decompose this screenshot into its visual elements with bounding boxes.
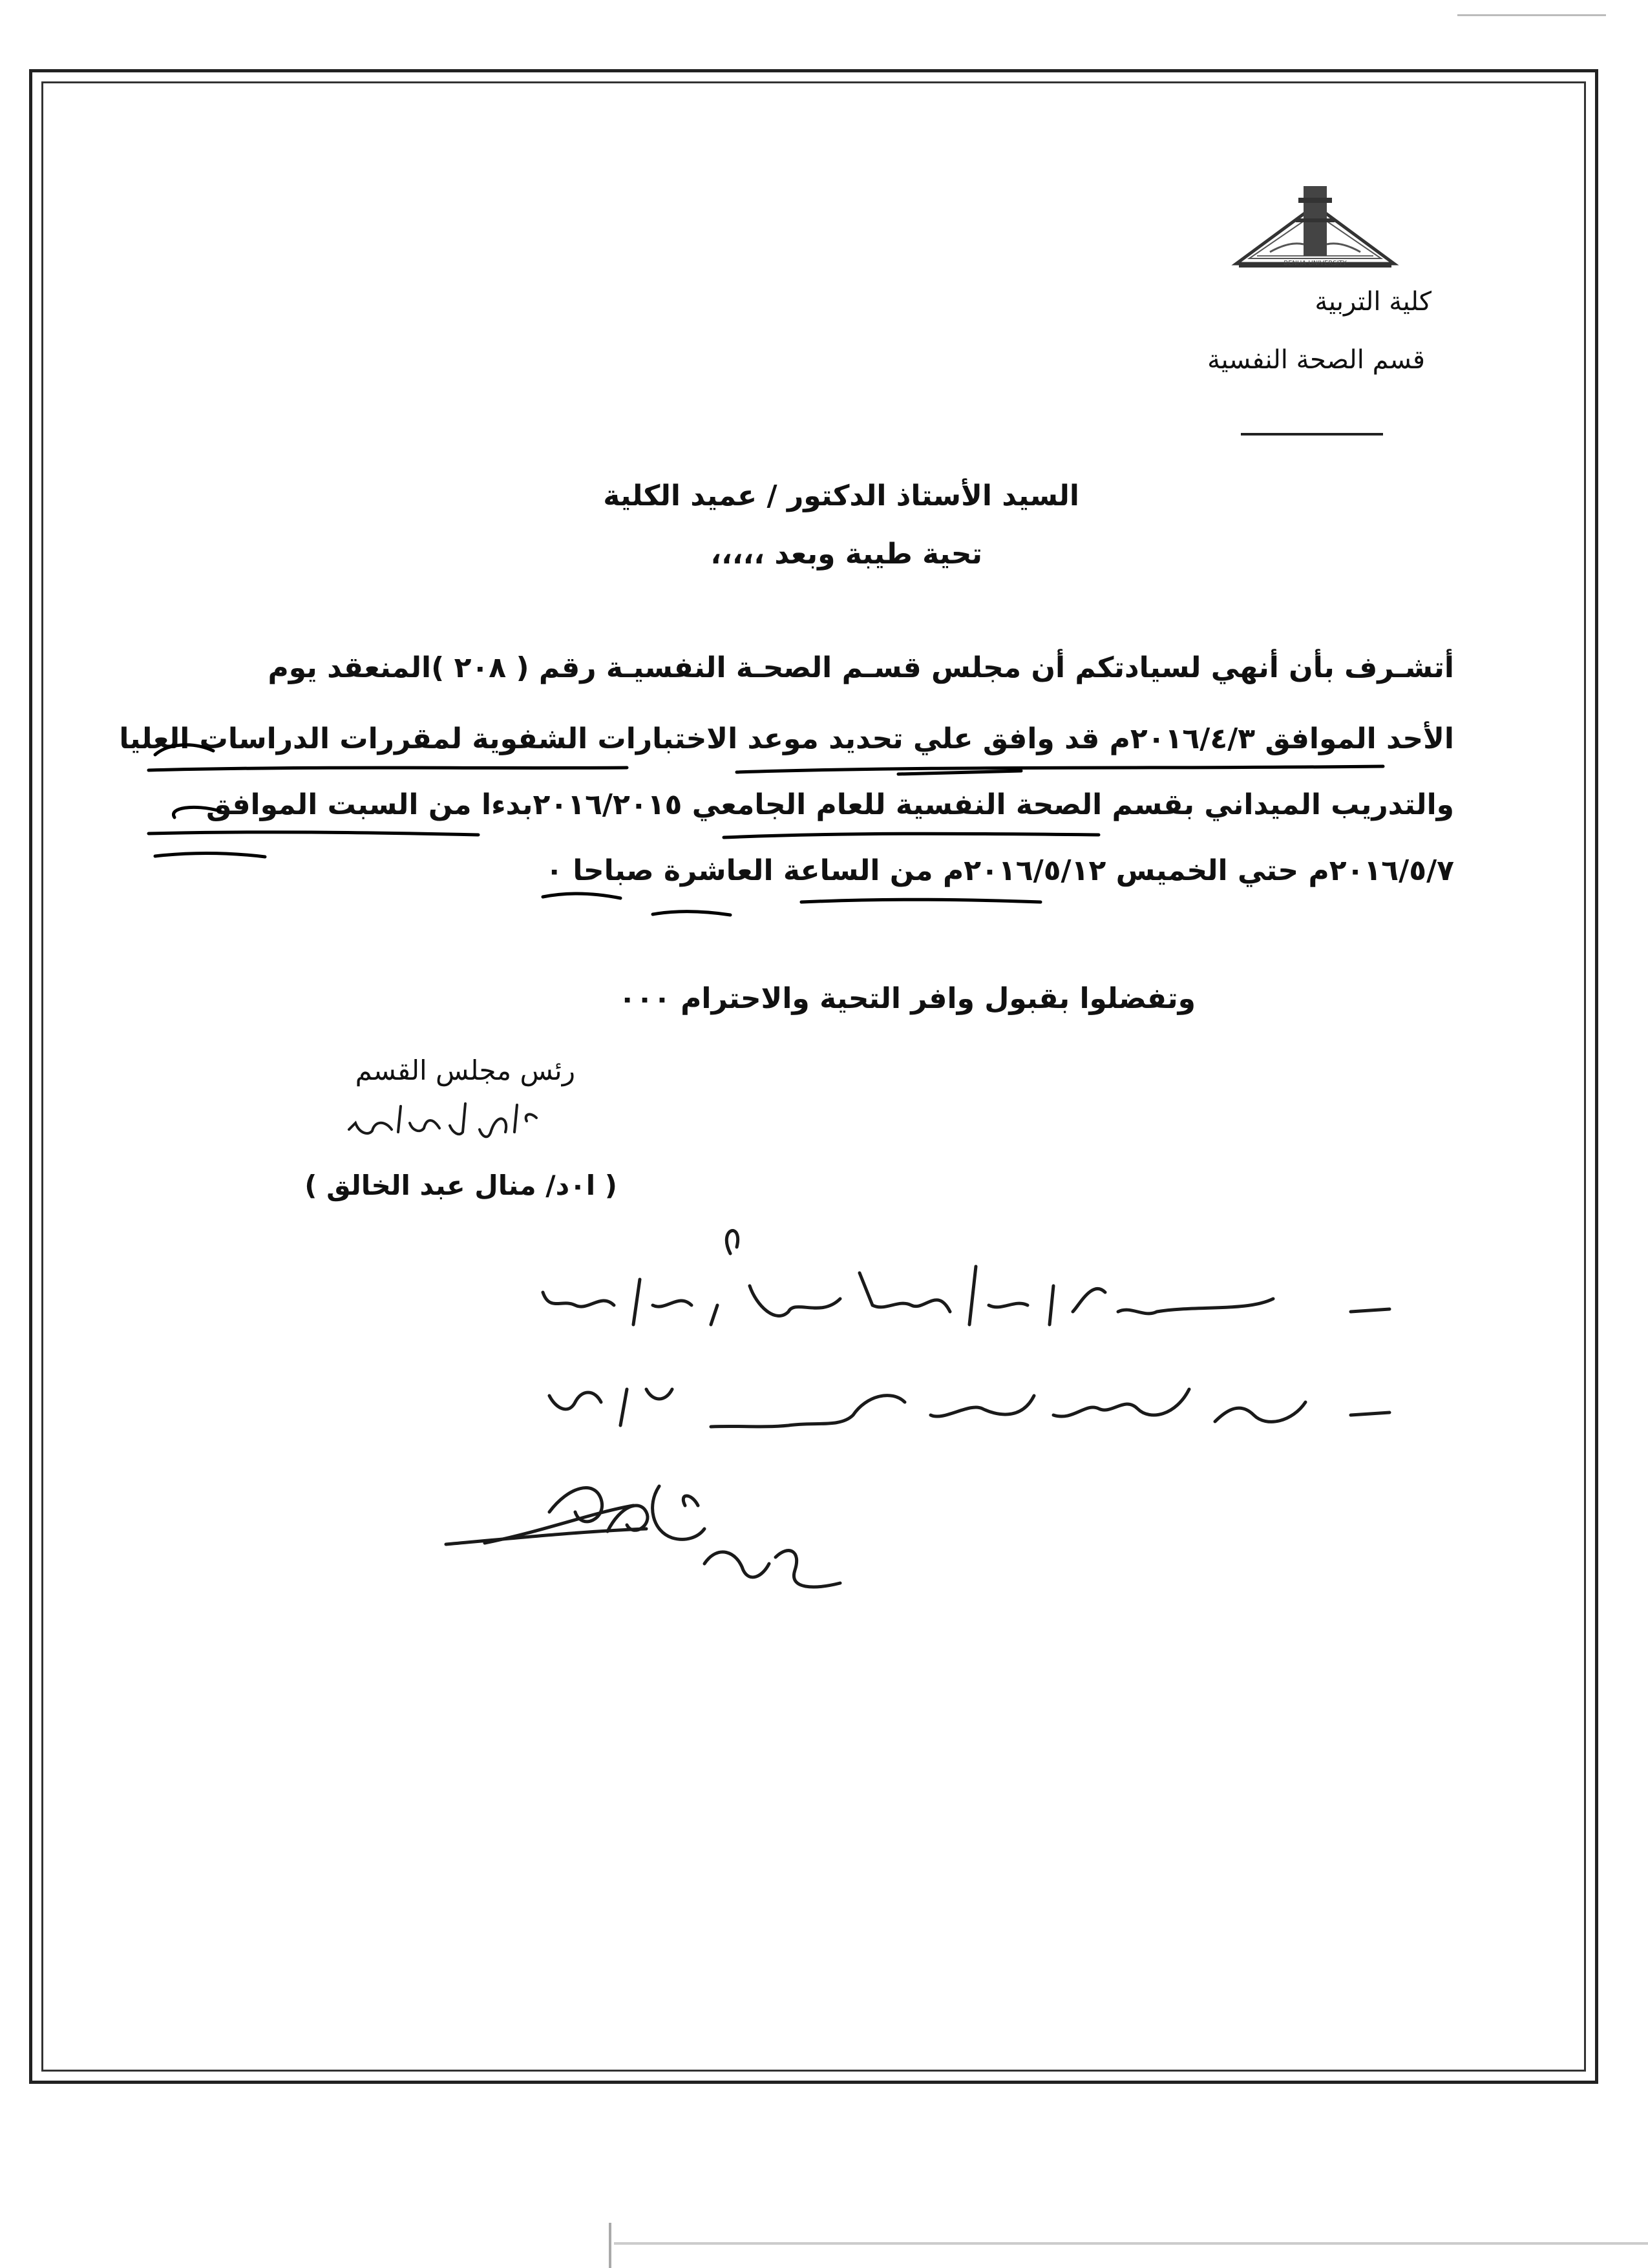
scan-edge-line-bottom (614, 2242, 1648, 2245)
page-border-inner (41, 81, 1586, 2072)
closing-line: وتفضلوا بقبول وافر التحية والاحترام ٠٠٠ (618, 982, 1196, 1015)
handwritten-note-2 (543, 1363, 1396, 1441)
scan-edge-tick (609, 2223, 611, 2268)
department-name: قسم الصحة النفسية (1207, 345, 1425, 375)
handwritten-note-1 (536, 1215, 1396, 1344)
body-line-2: الأحد الموافق ٢٠١٦/٤/٣م قد وافق علي تحديد موعد الاختبارات الشفوية لمقررات الدراسات العليا (119, 722, 1454, 755)
letterhead-rule (1241, 433, 1383, 436)
signatory-name: ( ا٠د/ منال عبد الخالق ) (304, 1170, 617, 1201)
body-line-3: والتدريب الميداني بقسم الصحة النفسية للعام الجامعي ٢٠١٦/٢٠١٥بدءا من السبت الموافق (206, 788, 1454, 821)
svg-text:BENHA UNIVERSITY: BENHA UNIVERSITY (1284, 260, 1347, 267)
addressee: السيد الأستاذ الدكتور / عميد الكلية (603, 479, 1079, 512)
faculty-name: كلية التربية (1315, 287, 1431, 317)
handwritten-initials-signature (439, 1467, 853, 1602)
university-logo (1231, 180, 1399, 270)
scan-edge-line (1457, 14, 1606, 16)
greeting: تحية طيبة وبعد ،،،،، (710, 538, 982, 571)
signatory-role: رئس مجلس القسم (355, 1055, 575, 1086)
body-line-4: ٢٠١٦/٥/٧م حتي الخميس ٢٠١٦/٥/١٢م من الساعة العاشرة صباحا ٠ (545, 854, 1454, 887)
body-line-1: أتشـرف بأن أنهي لسيادتكم أن مجلس قسـم الصحـة النفسيـة رقم ( ٢٠٨ )المنعقد يوم (268, 651, 1454, 684)
handwritten-signatory-name (336, 1092, 543, 1150)
